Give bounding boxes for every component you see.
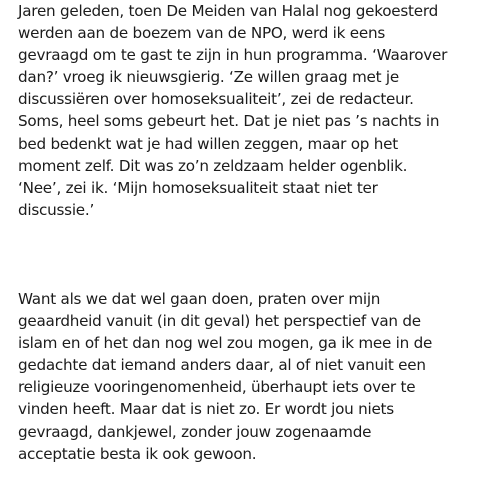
text-line: geaardheid vanuit (in dit geval) het perspectief van de: [18, 312, 421, 331]
text-line: islam en of het dan nog wel zou mogen, ga ik mee in de: [18, 334, 433, 353]
text-line: gevraagd om te gast te zijn in hun programma. ‘Waarover: [18, 46, 448, 65]
text-line: Jaren geleden, toen De Meiden van Halal nog gekoesterd: [18, 2, 438, 20]
paragraph-2: [18, 288, 432, 465]
paragraph-1: [18, 0, 447, 221]
text-line: acceptatie besta ik ook gewoon.: [18, 444, 257, 463]
text-line: discussie.’: [18, 200, 95, 219]
text-line: Soms, heel soms gebeurt het. Dat je niet pas ’s nachts in: [18, 112, 440, 131]
text-line: religieuze vooringenomenheid, überhaupt iets over te: [18, 378, 416, 397]
text-line: gevraagd, dankjewel, zonder jouw zogenaamde: [18, 422, 372, 441]
text-line: bed bedenkt wat je had willen zeggen, maar op het: [18, 134, 398, 153]
text-line: vinden heeft. Maar dat is niet zo. Er wordt jou niets: [18, 400, 394, 419]
text-line: werden aan de boezem van de NPO, werd ik eens: [18, 24, 385, 43]
text-line: dan?’ vroeg ik nieuwsgierig. ‘Ze willen graag met je: [18, 68, 399, 87]
text-line: discussiëren over homoseksualiteit’, zei de redacteur.: [18, 90, 414, 109]
text-line: ‘Nee’, zei ik. ‘Mijn homoseksualiteit staat niet ter: [18, 178, 378, 197]
text-line: moment zelf. Dit was zo’n zeldzaam helder ogenblik.: [18, 156, 408, 175]
text-line: Want als we dat wel gaan doen, praten over mijn: [18, 290, 381, 308]
text-line: gedachte dat iemand anders daar, al of niet vanuit een: [18, 356, 426, 375]
